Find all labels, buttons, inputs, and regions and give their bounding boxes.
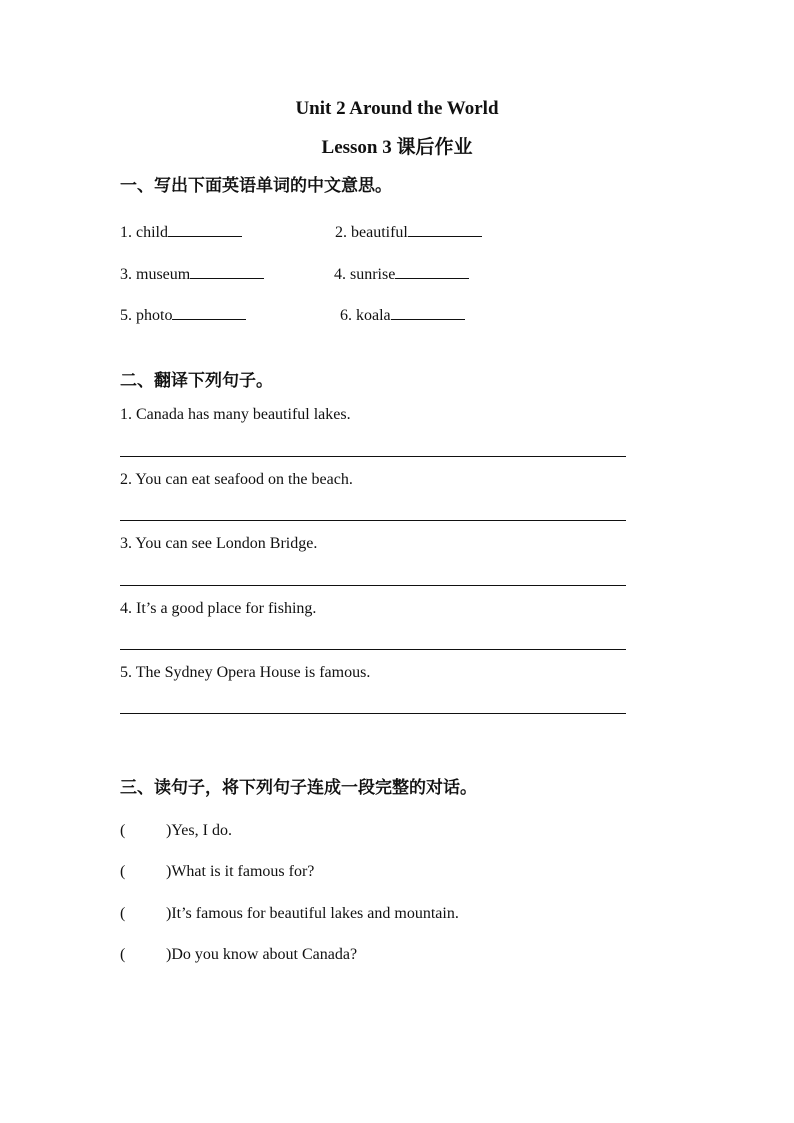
dialogue-text: Do you know about Canada? — [171, 946, 358, 963]
vocab-item-koala — [340, 305, 465, 326]
paren-close: ) — [166, 822, 172, 839]
answer-line[interactable] — [120, 585, 626, 586]
vocab-word: 4. sunrise — [334, 266, 396, 283]
order-blank[interactable]: ( — [120, 946, 126, 963]
order-blank[interactable]: ( — [120, 822, 126, 839]
sentence-5: 5. The Sydney Opera House is famous. — [120, 664, 371, 681]
vocab-item-sunrise — [334, 264, 469, 285]
answer-blank[interactable] — [168, 222, 242, 237]
sentence-2: 2. You can eat seafood on the beach. — [120, 471, 353, 488]
paren-close: ) — [166, 863, 172, 880]
vocab-word: 2. beautiful — [335, 224, 408, 241]
answer-blank[interactable] — [391, 305, 465, 320]
vocab-word: 6. koala — [340, 307, 391, 324]
dialogue-line — [120, 821, 232, 841]
answer-line[interactable] — [120, 520, 626, 521]
vocab-item-beautiful — [335, 222, 482, 243]
vocab-item-museum — [120, 264, 264, 285]
paren-close: ) — [166, 946, 172, 963]
dialogue-text: It’s famous for beautiful lakes and mountain. — [171, 905, 459, 922]
answer-blank[interactable] — [408, 222, 482, 237]
sentence-3: 3. You can see London Bridge. — [120, 535, 318, 552]
sentence-1: 1. Canada has many beautiful lakes. — [120, 406, 351, 423]
order-blank[interactable]: ( — [120, 905, 126, 922]
vocab-item-child — [120, 222, 242, 243]
section-3-heading: 三、读句子，将下列句子连成一段完整的对话。 — [120, 778, 477, 797]
vocab-item-photo — [120, 305, 246, 326]
answer-blank[interactable] — [395, 264, 469, 279]
vocab-word: 3. museum — [120, 266, 191, 283]
dialogue-text: Yes, I do. — [171, 822, 232, 839]
answer-line[interactable] — [120, 649, 626, 650]
dialogue-text: What is it famous for? — [171, 863, 315, 880]
vocab-word: 1. child — [120, 224, 168, 241]
dialogue-line — [120, 904, 459, 924]
answer-line[interactable] — [120, 713, 626, 714]
section-1-heading: 一、写出下面英语单词的中文意思。 — [120, 176, 392, 195]
page-title: Unit 2 Around the World — [295, 98, 499, 119]
dialogue-line — [120, 945, 357, 965]
vocab-word: 5. photo — [120, 307, 173, 324]
order-blank[interactable]: ( — [120, 863, 126, 880]
sentence-4: 4. It’s a good place for fishing. — [120, 600, 317, 617]
answer-blank[interactable] — [190, 264, 264, 279]
answer-blank[interactable] — [172, 305, 246, 320]
answer-line[interactable] — [120, 456, 626, 457]
section-2-heading: 二、翻译下列句子。 — [120, 371, 273, 390]
paren-close: ) — [166, 905, 172, 922]
page-subtitle: Lesson 3 课后作业 — [321, 137, 473, 158]
dialogue-line — [120, 862, 314, 882]
